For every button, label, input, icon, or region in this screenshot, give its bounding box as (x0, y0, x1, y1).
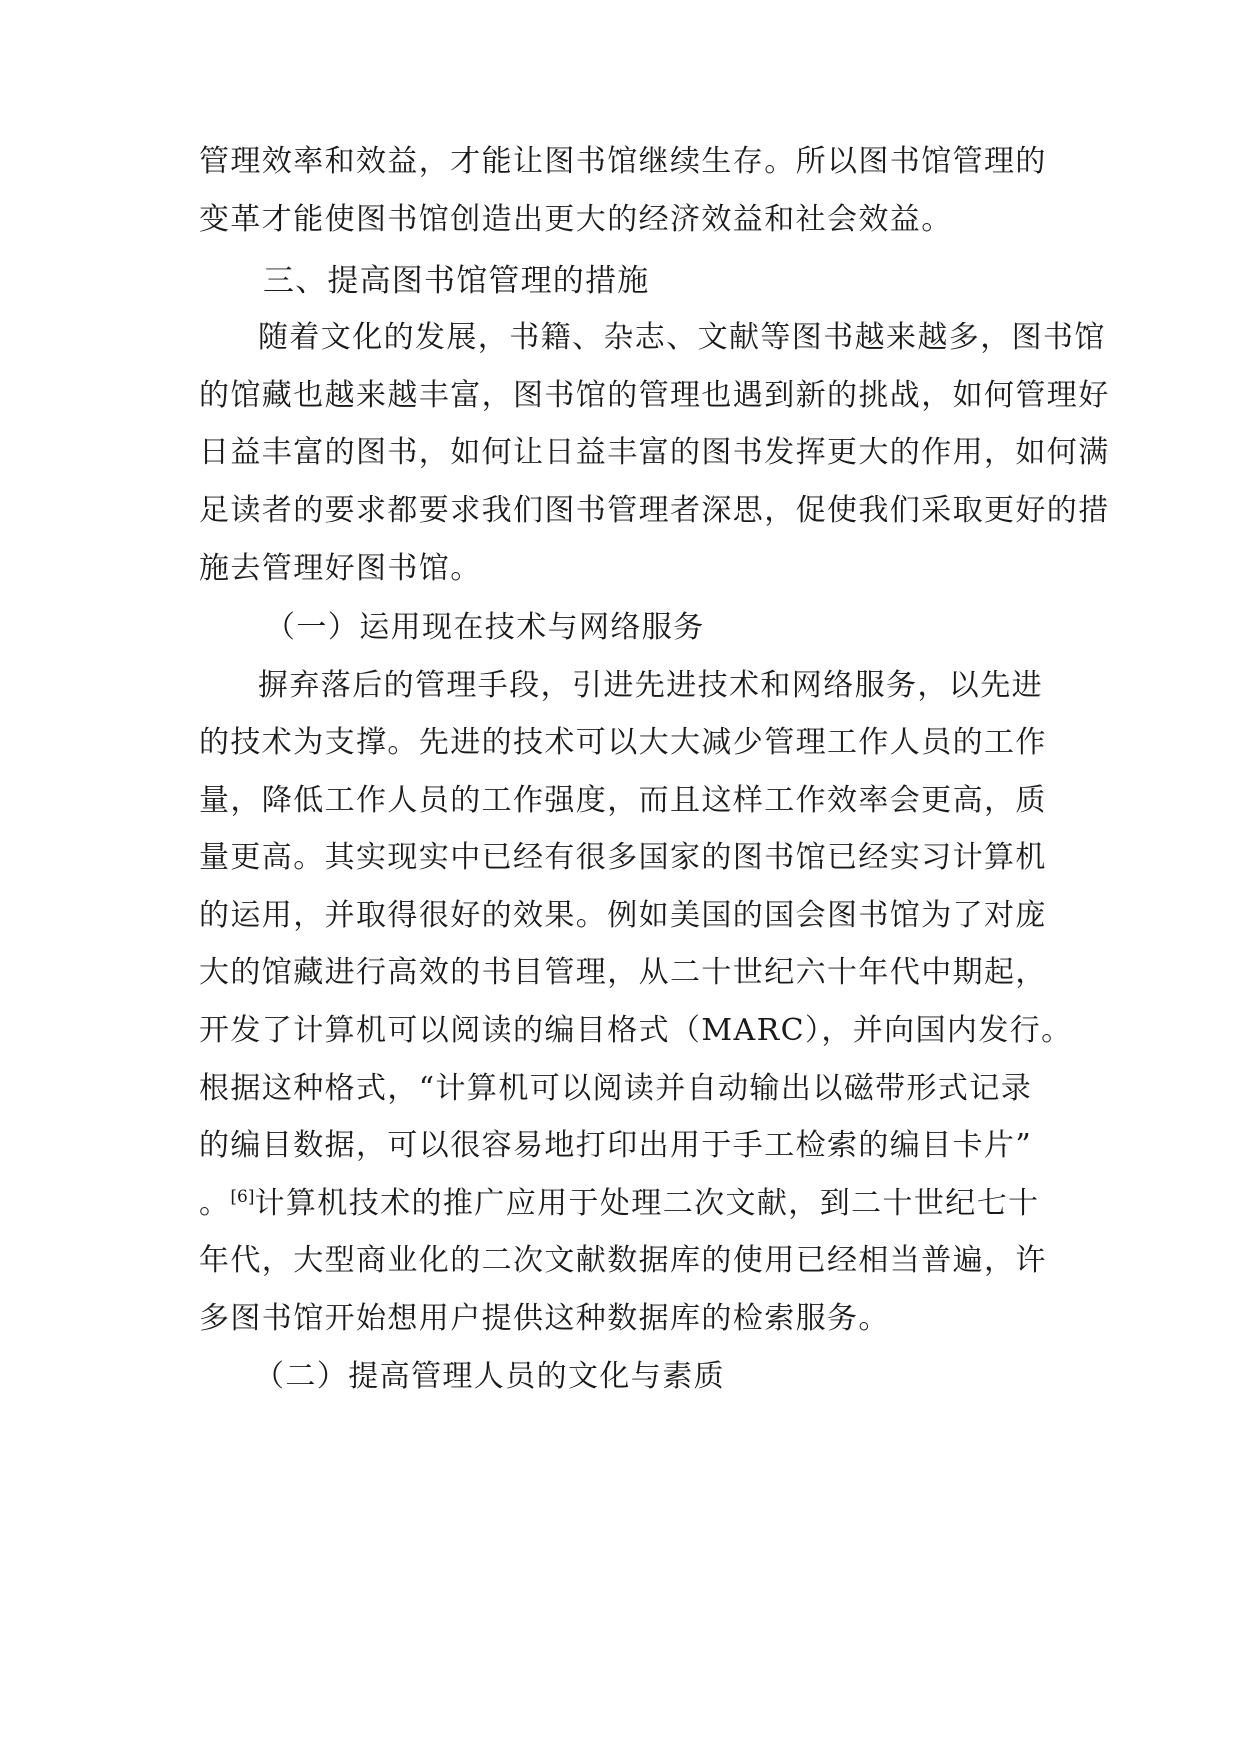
body-line: 量，降低工作人员的工作强度，而且这样工作效率会更高，质 (199, 783, 1047, 818)
body-line: 年代，大型商业化的二次文献数据库的使用已经相当普遍，许 (199, 1243, 1047, 1278)
body-line: 摒弃落后的管理手段，引进先进技术和网络服务，以先进 (258, 668, 1043, 703)
body-line: 管理效率和效益，才能让图书馆继续生存。所以图书馆管理的 (199, 144, 1047, 179)
body-line: 足读者的要求都要求我们图书管理者深思，促使我们采取更好的措 (199, 493, 1110, 528)
body-line: 的技术为支撑。先进的技术可以大大减少管理工作人员的工作 (199, 725, 1047, 760)
subsection-heading: （二）提高管理人员的文化与素质 (254, 1359, 725, 1394)
body-line: 的运用，并取得很好的效果。例如美国的国会图书馆为了对庞 (199, 898, 1047, 933)
body-line: 根据这种格式，“计算机可以阅读并自动输出以磁带形式记录 (199, 1071, 1033, 1106)
body-line: 量更高。其实现实中已经有很多国家的图书馆已经实习计算机 (199, 840, 1047, 875)
body-line: 施去管理好图书馆。 (199, 551, 482, 586)
body-line: 多图书馆开始想用户提供这种数据库的检索服务。 (199, 1301, 890, 1336)
line-text: 计算机技术的推广应用于处理二次文献，到二十世纪七十 (254, 1186, 1040, 1221)
body-line: 的馆藏也越来越丰富，图书馆的管理也遇到新的挑战，如何管理好 (199, 378, 1110, 413)
body-line: 大的馆藏进行高效的书目管理，从二十世纪六十年代中期起， (199, 955, 1047, 990)
body-line: 随着文化的发展，书籍、杂志、文献等图书越来越多，图书馆 (258, 320, 1106, 355)
citation-superscript: [6] (230, 1187, 255, 1207)
line-prefix: 。 (199, 1186, 231, 1221)
body-line: 日益丰富的图书，如何让日益丰富的图书发挥更大的作用，如何满 (199, 435, 1110, 470)
subsection-heading: （一）运用现在技术与网络服务 (265, 610, 705, 645)
body-line: 开发了计算机可以阅读的编目格式（MARC），并向国内发行。 (199, 1013, 1073, 1048)
section-heading: 三、提高图书馆管理的措施 (263, 263, 650, 299)
body-line-with-citation (199, 1184, 1059, 1228)
body-line: 的编目数据，可以很容易地打印出用于手工检索的编目卡片” (199, 1128, 1033, 1163)
body-line: 变革才能使图书馆创造出更大的经济效益和社会效益。 (199, 202, 953, 237)
